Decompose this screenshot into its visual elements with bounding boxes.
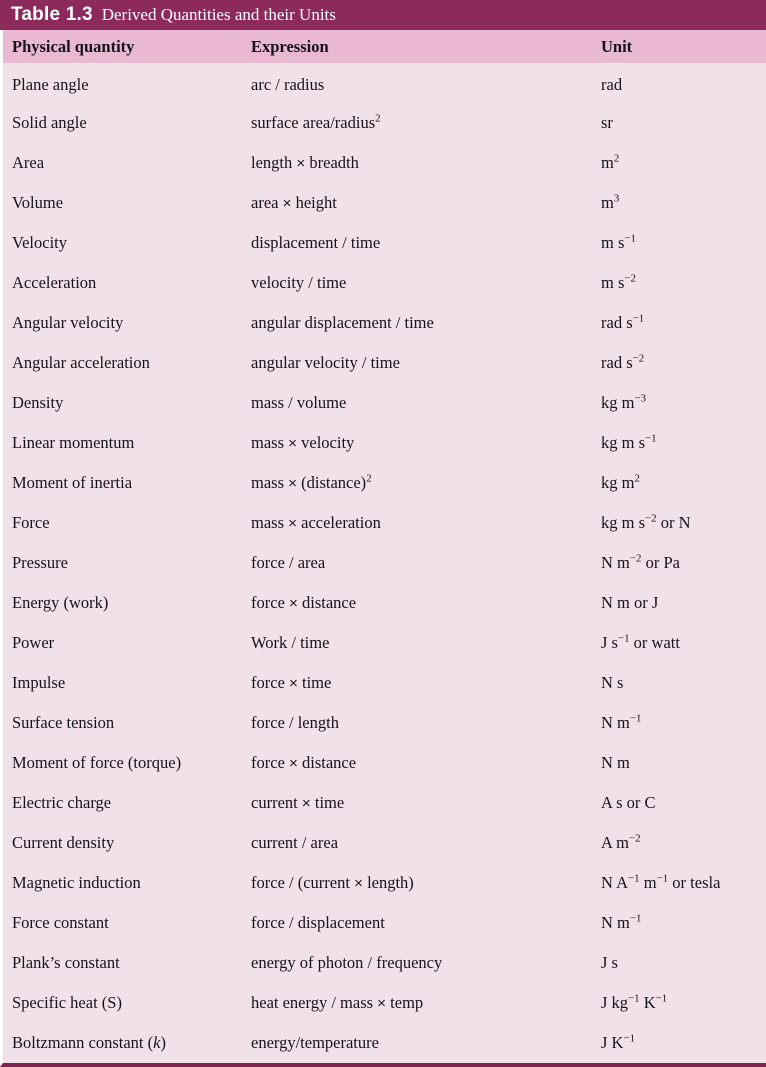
- cell-physical-quantity: Velocity: [3, 223, 251, 263]
- cell-expression: Work / time: [251, 623, 601, 663]
- table-row: [3, 783, 766, 823]
- cell-unit: N $m^{-1}$: [601, 703, 766, 743]
- table-row: [3, 503, 766, 543]
- table-body-container: [0, 30, 766, 1067]
- cell-physical-quantity: Impulse: [3, 663, 251, 703]
- cell-expression: area × height: [251, 183, 601, 223]
- table-row: [3, 543, 766, 583]
- cell-physical-quantity: Angular acceleration: [3, 343, 251, 383]
- cell-expression: mass × velocity: [251, 423, 601, 463]
- cell-unit: A s or C: [601, 783, 766, 823]
- cell-physical-quantity: Electric charge: [3, 783, 251, 823]
- cell-unit: N $m^{-1}$: [601, 903, 766, 943]
- table-row: [3, 583, 766, 623]
- table-caption: Derived Quantities and their Units: [101, 5, 336, 24]
- cell-physical-quantity: Specific heat (S): [3, 983, 251, 1023]
- cell-unit: $m^2$: [601, 143, 766, 183]
- cell-expression: force / (current × length): [251, 863, 601, 903]
- cell-expression: mass / volume: [251, 383, 601, 423]
- table-row: [3, 103, 766, 143]
- cell-expression: arc / radius: [251, 63, 601, 103]
- table-row: [3, 983, 766, 1023]
- cell-physical-quantity: Magnetic induction: [3, 863, 251, 903]
- column-header-expression: Expression: [251, 36, 329, 56]
- table-number-label: Table 1.3: [11, 4, 93, 25]
- cell-expression: heat energy / mass × temp: [251, 983, 601, 1023]
- table-row: [3, 303, 766, 343]
- cell-expression: displacement / time: [251, 223, 601, 263]
- table-row: [3, 143, 766, 183]
- cell-physical-quantity: Force constant: [3, 903, 251, 943]
- cell-expression: force / length: [251, 703, 601, 743]
- cell-unit: kg m $s^{-1}$: [601, 423, 766, 463]
- cell-expression: mass × (distance)$^2$: [251, 463, 601, 503]
- cell-unit: m $s^{-1}$: [601, 223, 766, 263]
- cell-unit: N m: [601, 743, 766, 783]
- cell-unit: A $m^{-2}$: [601, 823, 766, 863]
- cell-unit: N s: [601, 663, 766, 703]
- table-row: [3, 623, 766, 663]
- cell-unit: rad $s^{-2}$: [601, 343, 766, 383]
- cell-expression: energy of photon / frequency: [251, 943, 601, 983]
- cell-unit: J $s^{-1}$ or watt: [601, 623, 766, 663]
- cell-physical-quantity: Plane angle: [3, 63, 251, 103]
- cell-unit: m $s^{-2}$: [601, 263, 766, 303]
- cell-physical-quantity: Current density: [3, 823, 251, 863]
- cell-unit: N $m^{-2}$ or Pa: [601, 543, 766, 583]
- table-rows-container: [3, 63, 766, 1063]
- cell-unit: N m or J: [601, 583, 766, 623]
- table-row: [3, 823, 766, 863]
- cell-physical-quantity: Plank’s constant: [3, 943, 251, 983]
- cell-expression: current × time: [251, 783, 601, 823]
- cell-physical-quantity: Moment of force (torque): [3, 743, 251, 783]
- cell-unit: sr: [601, 103, 766, 143]
- cell-unit: J $K^{-1}$: [601, 1023, 766, 1063]
- cell-unit: kg m $s^{-2}$ or N: [601, 503, 766, 543]
- cell-unit: rad $s^{-1}$: [601, 303, 766, 343]
- table-row: [3, 703, 766, 743]
- cell-unit: $m^3$: [601, 183, 766, 223]
- cell-unit: rad: [601, 63, 766, 103]
- cell-physical-quantity: Angular velocity: [3, 303, 251, 343]
- cell-expression: angular velocity / time: [251, 343, 601, 383]
- table-title-bar: [0, 0, 766, 30]
- cell-expression: angular displacement / time: [251, 303, 601, 343]
- cell-expression: force × distance: [251, 583, 601, 623]
- cell-physical-quantity: Solid angle: [3, 103, 251, 143]
- cell-expression: mass × acceleration: [251, 503, 601, 543]
- table-row: [3, 1023, 766, 1063]
- cell-physical-quantity: Acceleration: [3, 263, 251, 303]
- cell-unit: kg $m^2$: [601, 463, 766, 503]
- table-row: [3, 263, 766, 303]
- cell-expression: velocity / time: [251, 263, 601, 303]
- table-header-row: [3, 30, 766, 63]
- cell-expression: current / area: [251, 823, 601, 863]
- cell-physical-quantity: Boltzmann constant (k): [3, 1023, 251, 1063]
- table-row: [3, 863, 766, 903]
- table-header: [3, 30, 766, 63]
- cell-physical-quantity: Surface tension: [3, 703, 251, 743]
- cell-expression: force / displacement: [251, 903, 601, 943]
- cell-unit: kg $m^{-3}$: [601, 383, 766, 423]
- column-header-unit: Unit: [601, 36, 633, 56]
- cell-physical-quantity: Moment of inertia: [3, 463, 251, 503]
- cell-physical-quantity: Linear momentum: [3, 423, 251, 463]
- cell-unit: J $kg^{-1}$ $K^{-1}$: [601, 983, 766, 1023]
- table-row: [3, 903, 766, 943]
- cell-physical-quantity: Energy (work): [3, 583, 251, 623]
- cell-expression: force / area: [251, 543, 601, 583]
- cell-physical-quantity: Pressure: [3, 543, 251, 583]
- cell-expression: energy/temperature: [251, 1023, 601, 1063]
- table-row: [3, 743, 766, 783]
- cell-physical-quantity: Area: [3, 143, 251, 183]
- table-row: [3, 423, 766, 463]
- table-row: [3, 943, 766, 983]
- cell-unit: N $A^{-1}$ $m^{-1}$ or tesla: [601, 863, 766, 903]
- table-row: [3, 183, 766, 223]
- table-row: [3, 223, 766, 263]
- cell-expression: force × time: [251, 663, 601, 703]
- cell-expression: length × breadth: [251, 143, 601, 183]
- table-row: [3, 663, 766, 703]
- table-row: [3, 463, 766, 503]
- derived-quantities-table: [3, 30, 766, 1063]
- table-row: [3, 383, 766, 423]
- table-row: [3, 343, 766, 383]
- cell-expression: surface area/radius$^2$: [251, 103, 601, 143]
- cell-physical-quantity: Density: [3, 383, 251, 423]
- table-row: [3, 63, 766, 103]
- cell-unit: J s: [601, 943, 766, 983]
- column-header-physical-quantity: Physical quantity: [12, 36, 135, 56]
- cell-physical-quantity: Volume: [3, 183, 251, 223]
- cell-expression: force × distance: [251, 743, 601, 783]
- cell-physical-quantity: Force: [3, 503, 251, 543]
- cell-physical-quantity: Power: [3, 623, 251, 663]
